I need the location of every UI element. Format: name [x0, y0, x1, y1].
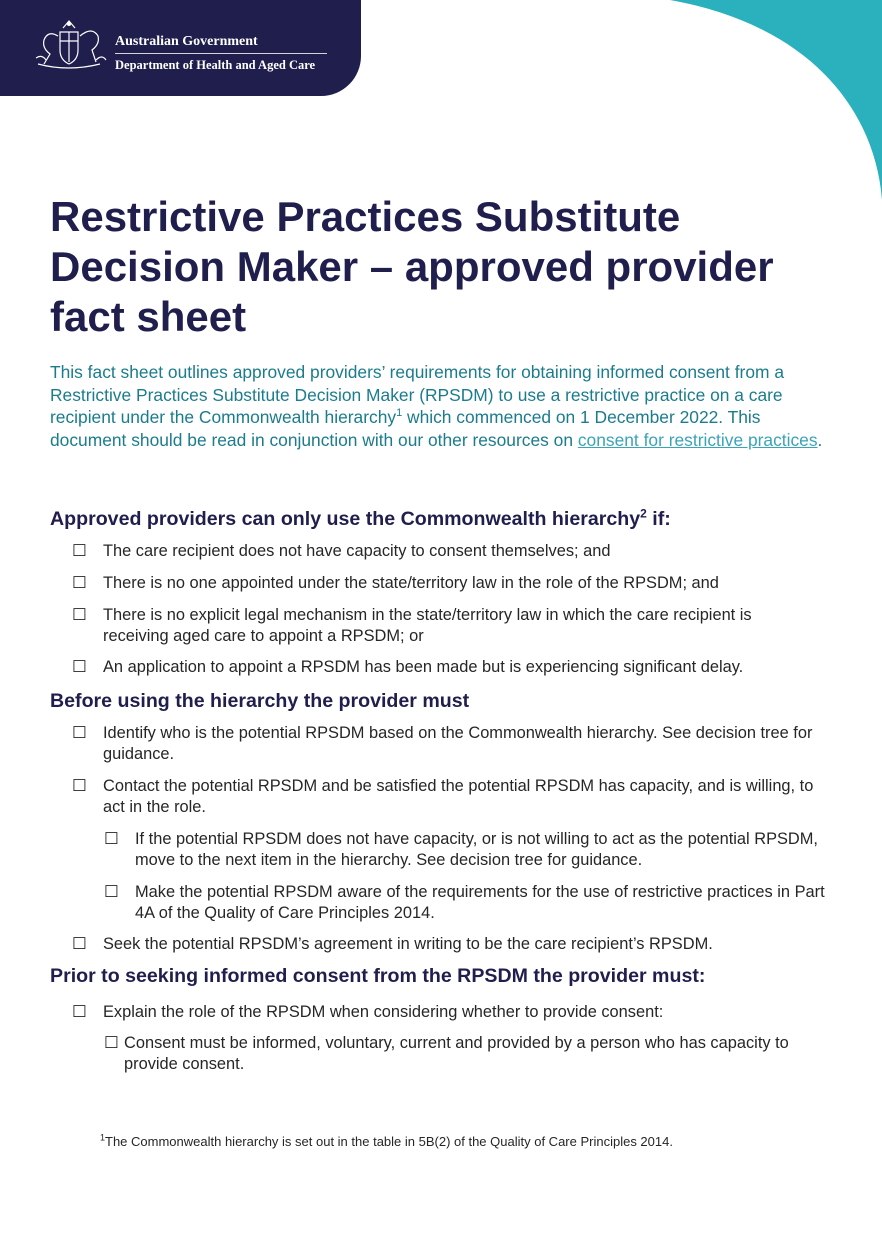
checklist-item[interactable]: [72, 605, 817, 647]
checklist-item-text: An application to appoint a RPSDM has been made but is experiencing significant delay.: [103, 658, 744, 676]
department-name: Department of Health and Aged Care: [115, 58, 316, 72]
checklist-item-text: Identify who is the potential RPSDM based on the Commonwealth hierarchy. See decision tree for guidance.: [103, 724, 813, 763]
consent-link[interactable]: consent for restrictive practices: [577, 429, 818, 450]
checkbox-icon[interactable]: ☐: [72, 1003, 87, 1021]
checkbox-icon[interactable]: ☐: [104, 1034, 119, 1052]
checklist-subitem[interactable]: [104, 829, 824, 871]
checklist-item-text: Contact the potential RPSDM and be satisfied the potential RPSDM has capacity, and is willing, to act in the role.: [103, 777, 814, 816]
checklist-item[interactable]: [72, 1002, 832, 1023]
intro-end: .: [817, 429, 823, 450]
checklist-item-text: There is no one appointed under the state/territory law in the role of the RPSDM; and: [103, 574, 719, 592]
checkbox-icon[interactable]: ☐: [104, 883, 119, 901]
checklist-item[interactable]: [72, 541, 832, 562]
checkbox-icon[interactable]: ☐: [72, 724, 87, 742]
checklist-item-text: The care recipient does not have capacity to consent themselves; and: [103, 542, 611, 560]
checkbox-icon[interactable]: ☐: [104, 830, 119, 848]
checklist-item[interactable]: [72, 657, 832, 678]
checklist-subitem[interactable]: [104, 1033, 839, 1075]
footnote: [100, 1134, 820, 1150]
checklist-item[interactable]: [72, 573, 832, 594]
decorative-swoosh: [670, 0, 882, 200]
government-header: [0, 0, 361, 96]
header-divider: [115, 53, 327, 54]
section-heading: Before using the hierarchy the provider must: [50, 690, 470, 712]
section-heading: [50, 507, 671, 531]
checklist-item-text: Seek the potential RPSDM’s agreement in writing to be the care recipient’s RPSDM.: [103, 935, 713, 953]
checklist-item[interactable]: [72, 934, 832, 955]
checklist-subitem[interactable]: [104, 882, 839, 924]
coat-of-arms-icon: [30, 18, 108, 74]
footnote-ref: 2: [640, 506, 647, 521]
checklist-item-text: Explain the role of the RPSDM when considering whether to provide consent:: [103, 1003, 664, 1021]
checkbox-icon[interactable]: ☐: [72, 777, 87, 795]
checkbox-icon[interactable]: ☐: [72, 606, 87, 624]
footnote-text: The Commonwealth hierarchy is set out in the table in 5B(2) of the Quality of Care Principles 2014.: [105, 1134, 673, 1149]
checkbox-icon[interactable]: ☐: [72, 574, 87, 592]
footnote-ref: 1: [396, 407, 403, 420]
section-heading-end: if:: [646, 508, 671, 530]
page-title: Restrictive Practices Substitute Decision Maker – approved provider fact sheet: [50, 193, 774, 340]
section-heading: Prior to seeking informed consent from the RPSDM the provider must:: [50, 965, 706, 987]
checklist-item-text: There is no explicit legal mechanism in the state/territory law in which the care recipient is receiving aged care to appoint a RPSDM; or: [103, 606, 752, 645]
intro-text-continued: which commenced on 1 December 2022. This document should be read in conjunction with our other resources on: [50, 407, 761, 450]
checkbox-icon[interactable]: ☐: [72, 935, 87, 953]
checklist-subitem-text: Make the potential RPSDM aware of the requirements for the use of restrictive practices in Part 4A of the Quality of Care Principles 2014.: [135, 883, 825, 922]
intro-paragraph: [50, 361, 840, 451]
footnote-number: 1: [100, 1132, 106, 1143]
checklist-item[interactable]: [72, 723, 827, 765]
checkbox-icon[interactable]: ☐: [72, 542, 87, 560]
checklist-subitem-text: Consent must be informed, voluntary, current and provided by a person who has capacity to provide consent.: [124, 1034, 789, 1073]
checklist-subitem-text: If the potential RPSDM does not have capacity, or is not willing to act as the potential RPSDM, move to the next item in the hierarchy. See decision tree for guidance.: [135, 830, 818, 869]
intro-text: This fact sheet outlines approved providers’ requirements for obtaining informed consent from a Restrictive Practices Substitute Decision Maker (RPSDM) to use a restrictive practice on a care recipient under the Commonwealth hierarchy: [50, 362, 785, 428]
government-name: Australian Government: [115, 34, 258, 49]
checklist-item[interactable]: [72, 776, 817, 818]
checkbox-icon[interactable]: ☐: [72, 658, 87, 676]
section-heading-text: Approved providers can only use the Commonwealth hierarchy: [50, 508, 641, 530]
